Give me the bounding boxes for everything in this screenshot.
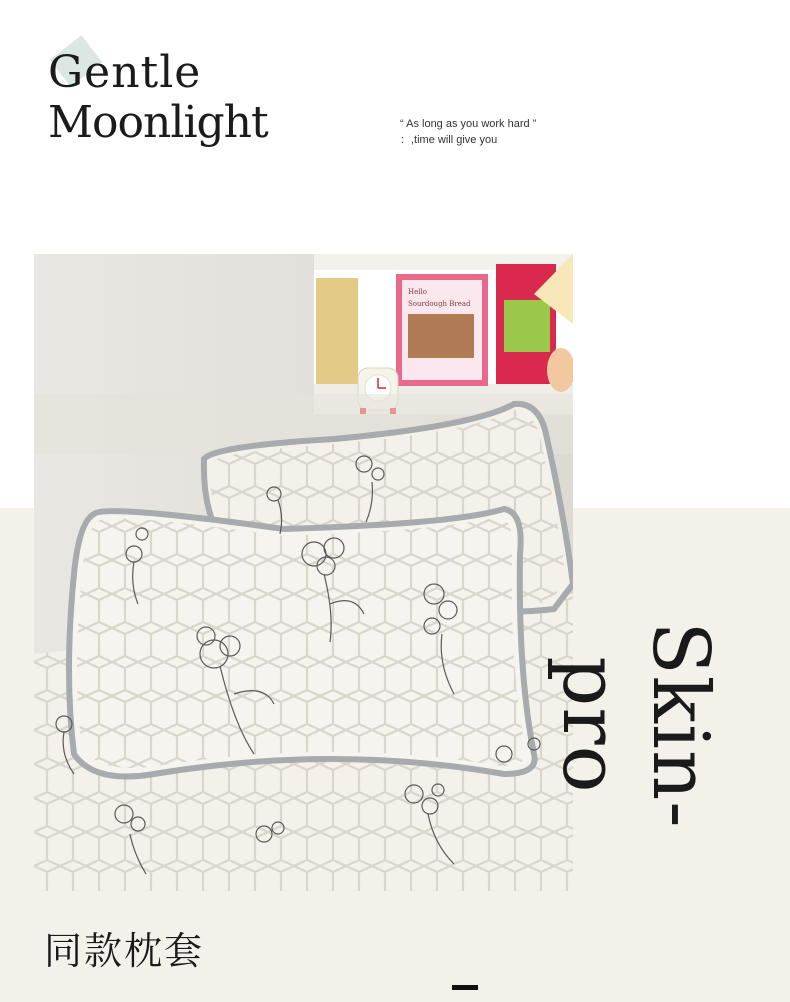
book-1 bbox=[316, 278, 358, 384]
bottom-divider-bar bbox=[452, 985, 478, 990]
book-2-subtitle: Hello bbox=[408, 288, 427, 296]
brand-line-2: Moonlight bbox=[48, 97, 268, 148]
quote-line-2: ：,time will give you bbox=[400, 134, 498, 146]
brand-line-1: Gentle bbox=[48, 47, 202, 98]
vertical-title: Skin-pro bbox=[545, 621, 725, 829]
book-2-title: Sourdough Bread bbox=[408, 300, 471, 308]
quote-line-1: “ As long as you work hard ” bbox=[400, 118, 537, 130]
brand-logo bbox=[48, 48, 268, 148]
product-photo bbox=[34, 254, 573, 891]
quote-block bbox=[400, 116, 536, 148]
product-caption: 同款枕套 bbox=[44, 929, 205, 973]
